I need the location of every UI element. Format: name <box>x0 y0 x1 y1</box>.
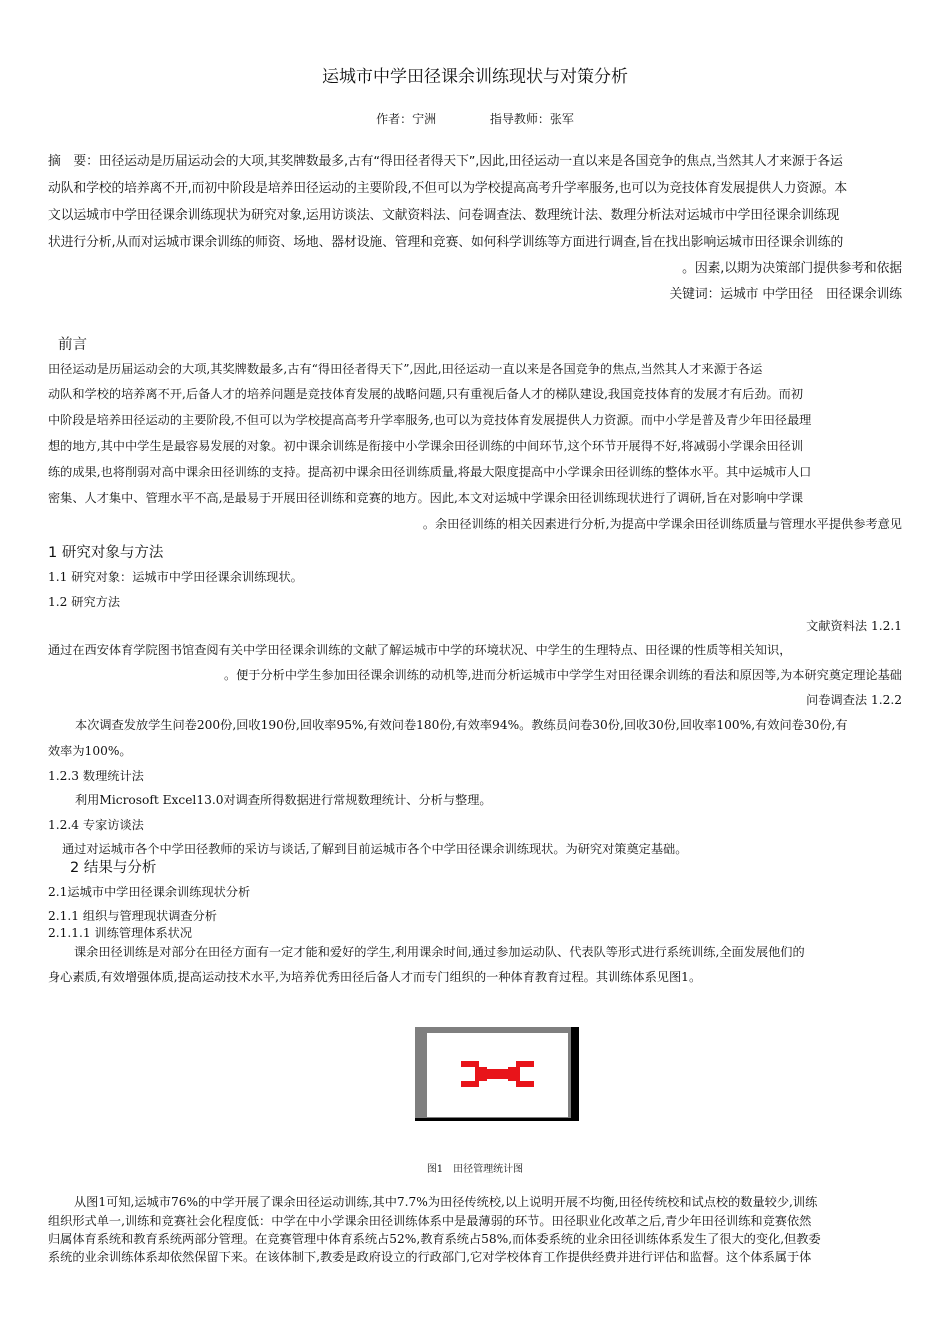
figure-1-image <box>415 1027 579 1121</box>
abstract-line-1: 摘 要：田径运动是历届运动会的大项,其奖牌数最多,古有“得田径者得天下”,因此,田径运动一直以来是各国竞争的焦点,当然其人才来源于各运 <box>48 154 843 169</box>
section-1-2-4-line-1: 通过对运城市各个中学田径教师的采访与谈话,了解到目前运城市各个中学田径课余训练现状。为研究对策奠定基础。 <box>62 842 688 856</box>
section-1-2-1-line-1: 通过在西安体育学院图书馆查阅有关中学田径课余训练的文献了解运城市中学的环境状况、中学生的生理特点、田径课的性质等相关知识， <box>48 643 792 657</box>
advisor: 指导教师：张军 <box>489 112 574 126</box>
preface-line-4: 想的地方,其中中学生是最容易发展的对象。初中课余训练是衔接中小学课余田径训练的中间环节,这个环节开展得不好,将减弱小学课余田径训 <box>48 439 804 453</box>
author-line <box>0 110 950 127</box>
broken-image-icon <box>427 1033 568 1117</box>
section-2-1-1: 2.1.1 组织与管理现状调查分析 <box>48 909 217 923</box>
section-2-1-1-1: 2.1.1.1 训练管理体系状况 <box>48 926 193 940</box>
abstract-line-3: 文以运城市中学田径课余训练现状为研究对象,运用访谈法、文献资料法、问卷调查法、数理统计法、数理分析法对运城市中学田径课余训练现 <box>48 208 840 223</box>
abstract-line-2: 动队和学校的培养离不开,而初中阶段是培养田径运动的主要阶段,不但可以为学校提高高考升学率服务,也可以为竞技体育发展提供人力资源。本 <box>48 181 848 196</box>
figure-analysis-line-1: 从图1可知,运城市76%的中学开展了课余田径运动训练,其中7.7%为田径传统校,以上说明开展不均衡,田径传统校和试点校的数量较少,训练 <box>74 1195 818 1209</box>
figure-analysis-line-3: 归属体育系统和教育系统两部分管理。在竞赛管理中体育系统占52%,教育系统占58%,而体委系统的业余田径训练体系发生了很大的变化,但教委 <box>48 1232 821 1246</box>
section-1-2: 1.2 研究方法 <box>48 595 121 609</box>
section-1-2-1-line-2: 。便于分析中学生参加田径课余训练的动机等,进而分析运城市中学学生对田径课余训练的看法和原因等,为本研究奠定理论基础 <box>223 668 902 682</box>
section-2-paragraph-line-1: 课余田径训练是对部分在田径方面有一定才能和爱好的学生,利用课余时间,通过参加运动队、代表队等形式进行系统训练,全面发展他们的 <box>74 945 805 959</box>
section-2-1: 2.1运城市中学田径课余训练现状分析 <box>48 885 251 899</box>
figure-1-shadow-right <box>571 1027 579 1121</box>
preface-line-7: 。余田径训练的相关因素进行分析,为提高中学课余田径训练质量与管理水平提供参考意见 <box>422 517 902 531</box>
preface-line-6: 密集、人才集中、管理水平不高,是最易于开展田径训练和竞赛的地方。因此,本文对运城中学课余田径训练现状进行了调研,旨在对影响中学课 <box>48 491 804 505</box>
paper-title: 运城市中学田径课余训练现状与对策分析 <box>322 67 628 87</box>
section-1-2-2-line-2: 效率为100%。 <box>48 744 132 758</box>
abstract-line-5: 。因素,以期为决策部门提供参考和依据 <box>682 261 902 276</box>
preface-line-2: 动队和学校的培养离不开,后备人才的培养问题是竞技体育发展的战略问题,只有重视后备人才的梯队建设,我国竞技体育的发展才有后劲。而初 <box>48 387 804 401</box>
section-1-2-3-heading: 1.2.3 数理统计法 <box>48 769 144 783</box>
figure-1-caption: 图1 田径管理统计图 <box>426 1164 524 1175</box>
author: 作者：宁洲 <box>376 112 437 126</box>
keywords: 关键词：运城市 中学田径 田径课余训练 <box>669 287 902 302</box>
abstract-line-4: 状进行分析,从而对运城市课余训练的师资、场地、器材设施、管理和竞赛、如何科学训练等方面进行调查,旨在找出影响运城市田径课余训练的 <box>48 235 844 250</box>
preface-line-3: 中阶段是培养田径运动的主要阶段,不但可以为学校提高高考升学率服务,也可以为竞技体育发展提供人力资源。而中小学是普及青少年田径最理 <box>48 413 812 427</box>
section-1-2-3-line-1: 利用Microsoft Excel13.0对调查所得数据进行常规数理统计、分析与整理。 <box>75 793 492 807</box>
section-2-heading: 2 结果与分析 <box>70 860 157 876</box>
section-1-1: 1.1 研究对象：运城市中学田径课余训练现状。 <box>48 570 303 584</box>
section-1-heading: 1 研究对象与方法 <box>48 545 164 561</box>
figure-1-frame <box>427 1033 568 1117</box>
section-1-2-2-heading: 问卷调查法 1.2.2 <box>806 693 902 707</box>
figure-1-shadow-bottom <box>415 1118 579 1121</box>
section-2-paragraph-line-2: 身心素质,有效增强体质,提高运动技术水平,为培养优秀田径后备人才而专门组织的一种体育教育过程。其训练体系见图1。 <box>48 970 702 984</box>
preface-line-1: 田径运动是历届运动会的大项,其奖牌数最多,古有“得田径者得天下”,因此,田径运动一直以来是各国竞争的焦点,当然其人才来源于各运 <box>48 362 763 376</box>
figure-analysis-line-4: 系统的业余训练体系却依然保留下来。在该体制下,教委是政府设立的行政部门,它对学校体育工作提供经费并进行评估和监督。这个体系属于体 <box>48 1250 812 1264</box>
section-1-2-2-line-1: 本次调查发放学生问卷200份,回收190份,回收率95%,有效问卷180份,有效率94%。教练员问卷30份,回收30份,回收率100%,有效问卷30份,有 <box>75 718 848 732</box>
section-1-2-4-heading: 1.2.4 专家访谈法 <box>48 818 144 832</box>
preface-line-5: 练的成果,也将削弱对高中课余田径训练的支持。提高初中课余田径训练质量,将最大限度提高中小学课余田径训练的整体水平。其中运城市人口 <box>48 465 812 479</box>
figure-analysis-line-2: 组织形式单一,训练和竞赛社会化程度低：中学在中小学课余田径训练体系中是最薄弱的环节。田径职业化改革之后,青少年田径训练和竞赛依然 <box>48 1214 812 1228</box>
section-1-2-1-heading: 文献资料法 1.2.1 <box>806 619 902 633</box>
preface-heading: 前言 <box>58 337 87 353</box>
